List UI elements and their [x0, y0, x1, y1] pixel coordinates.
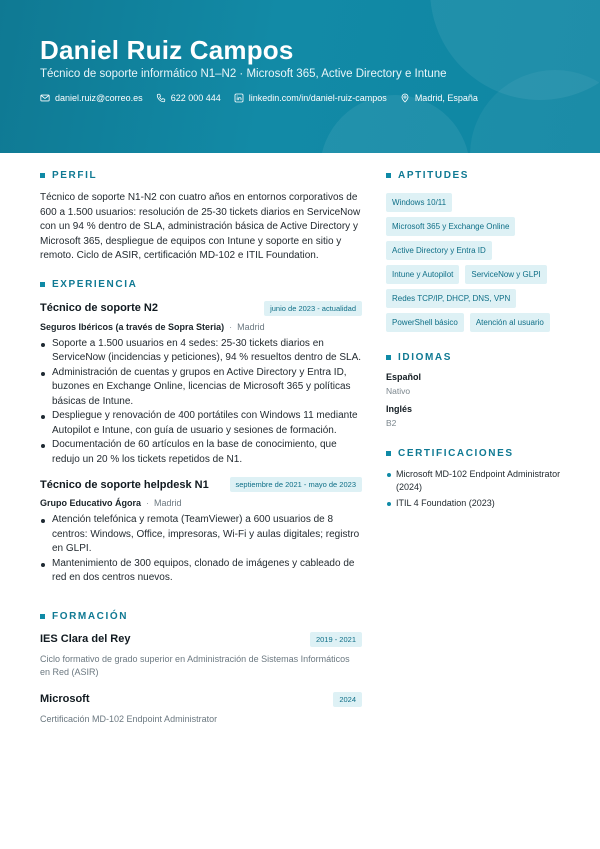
education-description: Certificación MD-102 Endpoint Administrator — [40, 713, 218, 724]
location-pin-icon — [400, 93, 410, 103]
experience-entry — [40, 301, 362, 468]
skill-tags — [386, 188, 576, 332]
section-marker — [40, 614, 45, 619]
skill-tag: ServiceNow y GLPI — [465, 265, 546, 284]
section-title-text: FORMACIÓN — [52, 611, 129, 622]
job-bullets — [40, 337, 362, 468]
contact-location — [400, 93, 478, 103]
list-item: Atención telefónica y remota (TeamViewer) a 600 usuarios de 8 centros: Windows, Office, impresoras, Wi-Fi y aulas digitales; registro en GLPI. — [40, 513, 362, 557]
section-marker — [40, 173, 45, 178]
envelope-icon — [40, 93, 50, 103]
company-line: Seguros Ibéricos (a través de Sopra Steria) · Madrid — [40, 321, 265, 332]
job-location: Madrid — [154, 498, 182, 508]
list-item: Microsoft MD-102 Endpoint Administrator (2024) — [386, 468, 576, 494]
contact-linkedin[interactable] — [234, 93, 387, 103]
date-badge: septiembre de 2021 - mayo de 2023 — [230, 477, 363, 492]
company-line: Grupo Educativo Ágora · Madrid — [40, 498, 182, 508]
job-bullets — [40, 513, 362, 586]
section-marker — [386, 355, 391, 360]
contact-location-text: Madrid, España — [414, 93, 478, 103]
job-title: Técnico de soporte N2 — [40, 302, 158, 314]
section-title-skills — [386, 168, 576, 182]
profile-summary: Técnico de soporte N1-N2 con cuatro años en entornos corporativos de 600 a 1.500 usuarios: resolución de 25-30 tickets diarios en ServiceNow con un 94 % dentro de SLA, administración básica de Active Directory y Microsoft 365, despliegue de equipos con Intune y soporte en sitio y remoto. Ciclo de ASIR, certificación MD-102 e ITIL Foundation. — [40, 192, 361, 261]
skill-tag: Windows 10/11 — [386, 193, 452, 212]
section-title-text: PERFIL — [52, 169, 98, 181]
section-marker — [386, 173, 391, 178]
section-title-education — [40, 610, 362, 624]
list-item: Administración de cuentas y grupos en Active Directory y Entra ID, buzones en Exchange Online, licencias de Microsoft 365 y políticas básicas de Intune. — [40, 366, 362, 410]
side-column — [386, 168, 576, 513]
section-marker — [40, 282, 45, 287]
education-entry — [40, 692, 362, 727]
list-item: Documentación de 60 artículos en la base de conocimiento, que redujo un 20 % los tickets repetidos de N1. — [40, 438, 362, 467]
job-location: Madrid — [237, 321, 265, 332]
linkedin-icon — [234, 93, 244, 103]
skill-tag: Intune y Autopilot — [386, 265, 459, 284]
skill-tag: Atención al usuario — [470, 313, 550, 332]
language-name: Inglés — [386, 404, 413, 414]
skill-tag: PowerShell básico — [386, 313, 464, 332]
section-title-certifications — [386, 446, 576, 460]
company-name: Seguros Ibéricos (a través de Sopra Steria) — [40, 321, 225, 332]
contact-bar — [40, 93, 491, 103]
section-title-profile — [40, 168, 362, 182]
section-title-text: IDIOMAS — [398, 351, 452, 363]
school-name: Microsoft — [40, 693, 90, 705]
language-level: Nativo — [386, 386, 411, 396]
section-title-text: APTITUDES — [398, 169, 470, 181]
certification-list — [386, 468, 576, 510]
contact-email-text: daniel.ruiz@correo.es — [55, 93, 143, 103]
resume-header — [0, 0, 600, 153]
education-description: Ciclo formativo de grado superior en Administración de Sistemas Informáticos en Red (ASIR) — [40, 653, 350, 677]
date-badge: 2019 - 2021 — [310, 632, 362, 647]
date-badge: junio de 2023 - actualidad — [264, 301, 362, 316]
language-name: Español — [386, 372, 422, 382]
section-title-languages — [386, 350, 576, 364]
contact-linkedin-text: linkedin.com/in/daniel-ruiz-campos — [248, 93, 387, 103]
skill-tag: Active Directory y Entra ID — [386, 241, 492, 260]
experience-entry — [40, 477, 362, 586]
section-title-text: CERTIFICACIONES — [398, 447, 514, 459]
candidate-headline: Técnico de soporte informático N1–N2 · Microsoft 365, Active Directory e Intune — [40, 68, 447, 80]
contact-phone[interactable] — [156, 93, 221, 103]
phone-icon — [156, 93, 166, 103]
skill-tag: Redes TCP/IP, DHCP, DNS, VPN — [386, 289, 516, 308]
section-title-text: EXPERIENCIA — [52, 279, 138, 290]
decorative-circle — [320, 95, 470, 153]
list-item: ITIL 4 Foundation (2023) — [386, 497, 576, 510]
language-item — [386, 404, 576, 428]
date-badge: 2024 — [333, 692, 362, 707]
company-name: Grupo Educativo Ágora — [40, 498, 142, 508]
list-item: Mantenimiento de 300 equipos, clonado de imágenes y cableado de red en dos centros nuevos. — [40, 557, 362, 586]
section-marker — [386, 451, 391, 456]
school-name: IES Clara del Rey — [40, 633, 131, 645]
language-item — [386, 372, 576, 396]
education-entry — [40, 632, 362, 680]
contact-phone-text: 622 000 444 — [170, 93, 221, 103]
list-item: Soporte a 1.500 usuarios en 4 sedes: 25-30 tickets diarios en ServiceNow (incidencias y peticiones), 94 % resueltos dentro de SLA. — [40, 337, 362, 366]
list-item: Despliegue y renovación de 400 portátiles con Windows 11 mediante Autopilot e Intune, con guía de usuario y sesiones de formación. — [40, 409, 362, 438]
contact-email[interactable] — [40, 93, 143, 103]
language-level: B2 — [386, 418, 397, 428]
section-title-experience — [40, 278, 362, 292]
job-title: Técnico de soporte helpdesk N1 — [40, 478, 209, 491]
main-column — [40, 168, 362, 726]
skill-tag: Microsoft 365 y Exchange Online — [386, 217, 515, 236]
candidate-name: Daniel Ruiz Campos — [40, 35, 294, 65]
